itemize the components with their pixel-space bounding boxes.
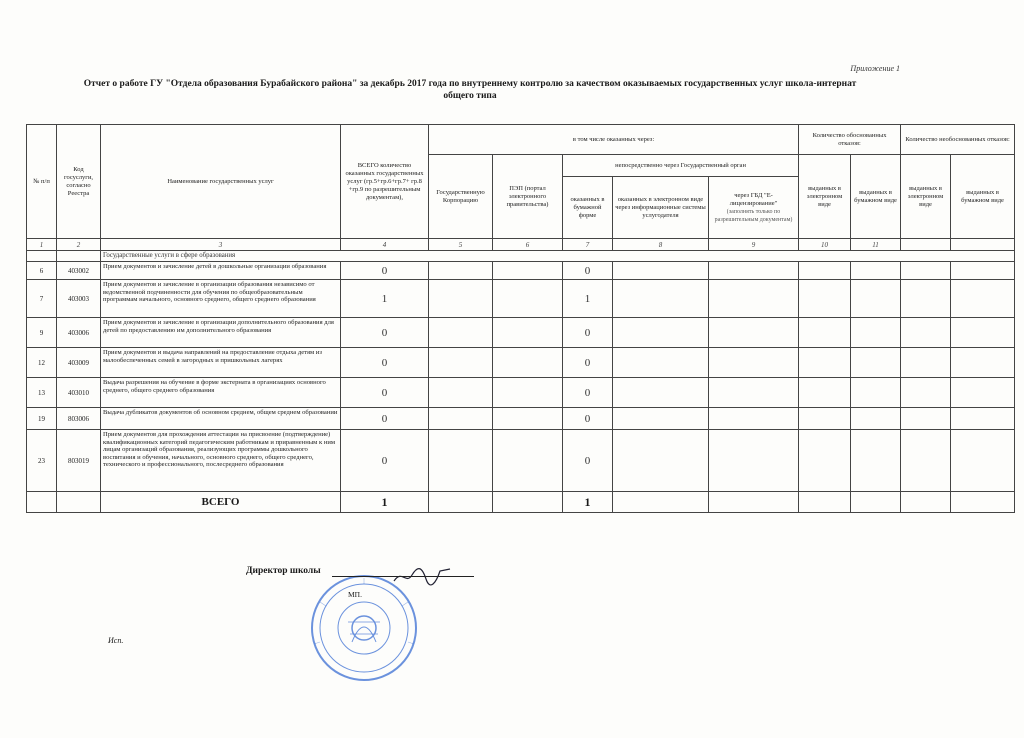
- header-num: № п/п: [27, 125, 57, 239]
- total-row: [27, 492, 1015, 513]
- table-row: [27, 430, 1015, 492]
- report-title-line1: Отчет о работе ГУ "Отдела образования Бурабайского района" за декабрь 2017 года по внутреннему контролю за качеством оказываемых государственных услуг школа-интернат: [83, 79, 857, 89]
- header-including: в том числе оказанных через:: [429, 125, 799, 155]
- row-total: 0: [341, 430, 429, 492]
- total-value: 1: [341, 492, 429, 513]
- table-row: [27, 408, 1015, 430]
- row-code: 403006: [57, 318, 101, 348]
- col-number: 1: [27, 239, 57, 251]
- header-direct: непосредственно через Государственный орган: [563, 155, 799, 177]
- row-paper: 0: [563, 430, 613, 492]
- director-label: Директор школы: [246, 566, 321, 576]
- row-total: 0: [341, 408, 429, 430]
- header-issued-el2: выданных в электронном виде: [901, 155, 951, 239]
- header-code: Код госуслуги, согласно Реестра: [57, 125, 101, 239]
- row-name: Выдача дубликатов документов об основном среднем, общем среднем образовании: [101, 408, 341, 430]
- row-total: 0: [341, 378, 429, 408]
- row-paper: 0: [563, 262, 613, 280]
- col-number: 11: [851, 239, 901, 251]
- signature-line: [332, 576, 474, 577]
- row-total: 0: [341, 318, 429, 348]
- col-number: 5: [429, 239, 493, 251]
- official-seal-icon: [290, 572, 438, 682]
- row-name: Прием документов и зачисление в организации образования независимо от ведомственной подчиненности для обучения по общеобразовательным программам начального, основного среднего, общего среднего образования: [101, 280, 341, 318]
- row-name: Выдача разрешения на обучение в форме экстерната в организациях основного среднего, общего среднего образования: [101, 378, 341, 408]
- row-paper: 1: [563, 280, 613, 318]
- appendix-label: Приложение 1: [850, 64, 900, 73]
- header-issued-paper: выданных в бумажном виде: [851, 155, 901, 239]
- col-number: 3: [101, 239, 341, 251]
- row-code: 403010: [57, 378, 101, 408]
- header-issued-paper2: выданных в бумажном виде: [951, 155, 1015, 239]
- col-number: 4: [341, 239, 429, 251]
- header-gbd-note: (заполнять только по разрешительным документам): [714, 208, 793, 223]
- row-name: Прием документов для прохождения аттестации на присвоение (подтверждение) квалификационных категорий педагогическим работникам и приравненным к ним лицам организаций образования, реализующих программы дошкольного воспитания и обучения, начального, основного среднего, общего среднего, технического и профессионального, послесреднего образования: [101, 430, 341, 492]
- report-title-line2: общего типа: [443, 91, 497, 101]
- col-number: 6: [493, 239, 563, 251]
- row-code: 403003: [57, 280, 101, 318]
- report-table: [26, 124, 1015, 513]
- row-index: 19: [27, 408, 57, 430]
- row-total: 0: [341, 262, 429, 280]
- stamp-place-label: МП.: [348, 590, 362, 599]
- row-paper: 0: [563, 378, 613, 408]
- section-title: Государственные услуги в сфере образования: [101, 251, 1015, 262]
- header-issued-el: выданных в электронном виде: [799, 155, 851, 239]
- table-row: [27, 318, 1015, 348]
- row-index: 12: [27, 348, 57, 378]
- column-numbers-row: [27, 239, 1015, 251]
- row-name: Прием документов и зачисление в организации дополнительного образования для детей по предоставлению им дополнительного образования: [101, 318, 341, 348]
- header-pep: ПЭП (портал электронного правительства): [493, 155, 563, 239]
- row-code: 803019: [57, 430, 101, 492]
- row-paper: 0: [563, 318, 613, 348]
- header-unjustified: Количество необоснованных отказов:: [901, 125, 1015, 155]
- col-number: 2: [57, 239, 101, 251]
- row-paper: 0: [563, 408, 613, 430]
- header-electronic: оказанных в электронном виде через информационные системы услугодателя: [613, 177, 709, 239]
- row-index: 13: [27, 378, 57, 408]
- header-name: Наименование государственных услуг: [101, 125, 341, 239]
- table-row: [27, 280, 1015, 318]
- header-gbd: [709, 177, 799, 239]
- table-row: [27, 378, 1015, 408]
- header-corp: Государственную Корпорацию: [429, 155, 493, 239]
- row-code: 803006: [57, 408, 101, 430]
- header-justified: Количество обоснованных отказов:: [799, 125, 901, 155]
- row-index: 9: [27, 318, 57, 348]
- row-code: 403009: [57, 348, 101, 378]
- row-total: 1: [341, 280, 429, 318]
- col-number: 9: [709, 239, 799, 251]
- executor-label: Исп.: [108, 636, 124, 645]
- row-name: Прием документов и выдача направлений на предоставление отдыха детям из малообеспеченных семей в загородных и пришкольных лагерях: [101, 348, 341, 378]
- table-row: [27, 262, 1015, 280]
- row-paper: 0: [563, 348, 613, 378]
- row-index: 23: [27, 430, 57, 492]
- row-index: 7: [27, 280, 57, 318]
- row-name: Прием документов и зачисление детей в дошкольные организации образования: [101, 262, 341, 280]
- row-total: 0: [341, 348, 429, 378]
- table-row: [27, 348, 1015, 378]
- row-code: 403002: [57, 262, 101, 280]
- row-index: 6: [27, 262, 57, 280]
- col-number: 8: [613, 239, 709, 251]
- total-label: ВСЕГО: [101, 492, 341, 513]
- header-total: ВСЕГО количество оказанных государственных услуг (гр.5+гр.6+гр.7+ гр.8 +гр.9 по разрешительным документам),: [341, 125, 429, 239]
- header-paper: оказанных в бумажной форме: [563, 177, 613, 239]
- col-number: 10: [799, 239, 851, 251]
- section-row: [27, 251, 1015, 262]
- report-title: [30, 78, 910, 102]
- total-paper: 1: [563, 492, 613, 513]
- col-number: 7: [563, 239, 613, 251]
- header-gbd-label: через ГБД "Е-лицензирование": [729, 191, 778, 207]
